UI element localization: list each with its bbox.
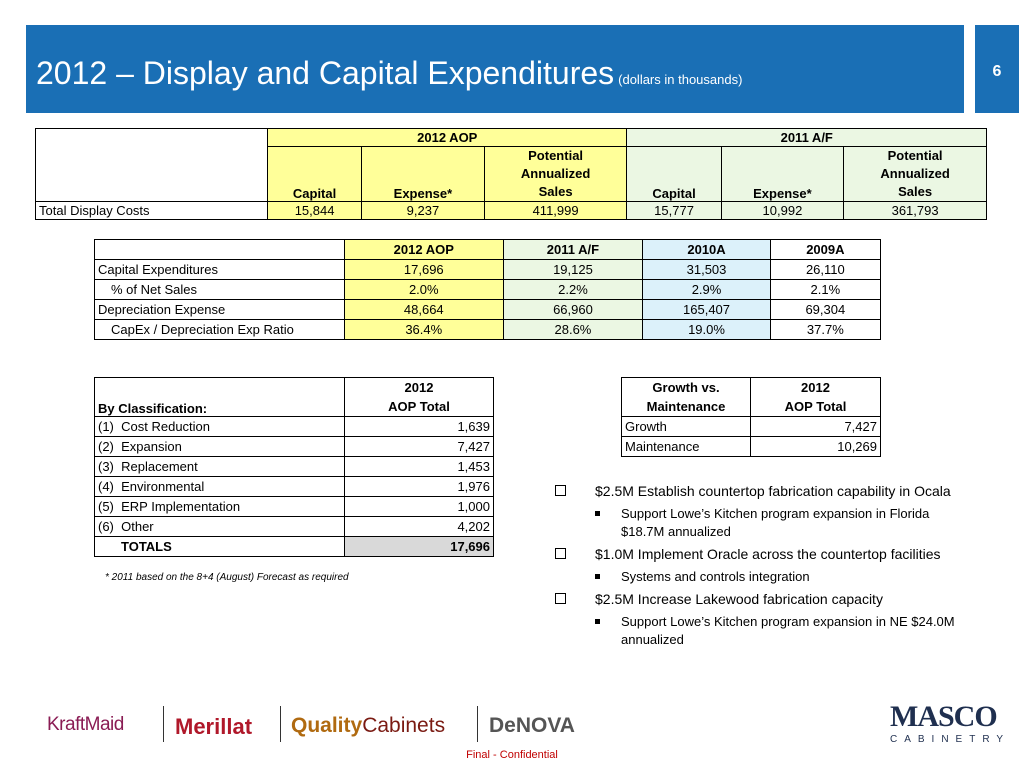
totals-value: 17,696: [345, 537, 494, 557]
cabinetry-wordmark: CABINETRY: [890, 734, 1011, 745]
group-2011-af: 2011 A/F: [627, 129, 987, 147]
table-row: [95, 477, 494, 497]
col-expense-2012: Expense*: [362, 147, 485, 202]
row-label: % of Net Sales: [95, 280, 345, 300]
cell-value: 2.0%: [345, 280, 504, 300]
col-2012-aop-total: 2012 AOP Total: [345, 378, 494, 417]
totals-row: [95, 537, 494, 557]
square-bullet-icon: [595, 574, 600, 579]
cell-value: 7,427: [345, 437, 494, 457]
page-title: 2012 – Display and Capital Expenditures (dollars in thousands): [36, 55, 743, 91]
page-number: 6: [992, 63, 1002, 80]
table-row: [95, 260, 881, 280]
table-row: [95, 417, 494, 437]
cell-value: 66,960: [503, 300, 643, 320]
checkbox-bullet-icon: [555, 548, 566, 559]
row-label: Growth: [622, 417, 751, 437]
capex-table: [94, 239, 881, 340]
classification-header: By Classification:: [95, 378, 345, 417]
col-capital-2012: Capital: [268, 147, 362, 202]
cell-value: 36.4%: [345, 320, 504, 340]
cell-value: 26,110: [770, 260, 880, 280]
row-label: Depreciation Expense: [95, 300, 345, 320]
cell-value: 19,125: [503, 260, 643, 280]
table-row: [95, 437, 494, 457]
cell-value: 37.7%: [770, 320, 880, 340]
empty-header-cell: [36, 129, 268, 202]
brand-logos: [45, 700, 605, 750]
cell-value: 4,202: [345, 517, 494, 537]
cell-value: 9,237: [362, 202, 485, 220]
cell-value: 361,793: [844, 202, 987, 220]
square-bullet-icon: [595, 511, 600, 516]
row-label: (1) Cost Reduction: [95, 417, 345, 437]
table-row: [95, 497, 494, 517]
table-row: [95, 300, 881, 320]
col-potential-sales-2012: Potential Annualized Sales: [484, 147, 627, 202]
table-row: [95, 320, 881, 340]
kraftmaid-logo: KraftMaid: [47, 714, 124, 735]
totals-label: TOTALS: [95, 537, 345, 557]
col-2010a: 2010A: [643, 240, 770, 260]
cell-value: 15,844: [268, 202, 362, 220]
cell-value: 15,777: [627, 202, 721, 220]
logo-divider: [280, 706, 281, 742]
table-row: [36, 202, 987, 220]
row-label: (2) Expansion: [95, 437, 345, 457]
logo-divider: [163, 706, 164, 742]
col-potential-sales-2011: Potential Annualized Sales: [844, 147, 987, 202]
bullet-item: $1.0M Implement Oracle across the countertop facilities: [555, 545, 975, 564]
footnote: * 2011 based on the 8+4 (August) Forecast as required: [105, 572, 349, 583]
row-label: Total Display Costs: [36, 202, 268, 220]
cell-value: 1,976: [345, 477, 494, 497]
table-row: [95, 457, 494, 477]
sub-bullet-item: Support Lowe’s Kitchen program expansion in Florida $18.7M annualized: [555, 505, 975, 541]
col-2012-aop: 2012 AOP: [345, 240, 504, 260]
confidential-label: Final - Confidential: [466, 749, 558, 761]
cell-value: 2.2%: [503, 280, 643, 300]
col-2011-af: 2011 A/F: [503, 240, 643, 260]
title-units: (dollars in thousands): [618, 72, 743, 87]
cell-value: 1,639: [345, 417, 494, 437]
col-growth-vs-maintenance: Growth vs. Maintenance: [622, 378, 751, 417]
cell-value: 165,407: [643, 300, 770, 320]
bullet-list: [555, 482, 975, 653]
growth-maintenance-table: [621, 377, 881, 457]
cell-value: 7,427: [751, 417, 881, 437]
page-number-box: [975, 25, 1019, 113]
bullet-item: $2.5M Establish countertop fabrication capability in Ocala: [555, 482, 975, 501]
row-label: (4) Environmental: [95, 477, 345, 497]
checkbox-bullet-icon: [555, 593, 566, 604]
cell-value: 19.0%: [643, 320, 770, 340]
row-label: Capital Expenditures: [95, 260, 345, 280]
cell-value: 10,269: [751, 437, 881, 457]
display-costs-table: [35, 128, 987, 220]
sub-bullet-item: Support Lowe’s Kitchen program expansion in NE $24.0M annualized: [555, 613, 975, 649]
row-label: (6) Other: [95, 517, 345, 537]
empty-header-cell: [95, 240, 345, 260]
col-expense-2011: Expense*: [721, 147, 844, 202]
cell-value: 1,000: [345, 497, 494, 517]
col-capital-2011: Capital: [627, 147, 721, 202]
square-bullet-icon: [595, 619, 600, 624]
checkbox-bullet-icon: [555, 485, 566, 496]
table-row: [95, 517, 494, 537]
cell-value: 10,992: [721, 202, 844, 220]
cell-value: 28.6%: [503, 320, 643, 340]
cell-value: 2.1%: [770, 280, 880, 300]
sub-bullet-item: Systems and controls integration: [555, 568, 975, 586]
masco-wordmark: MASCO: [890, 700, 997, 733]
table-row: [622, 437, 881, 457]
denova-logo: DeNOVA: [489, 714, 575, 737]
row-label: Maintenance: [622, 437, 751, 457]
row-label: CapEx / Depreciation Exp Ratio: [95, 320, 345, 340]
cell-value: 69,304: [770, 300, 880, 320]
bullet-item: $2.5M Increase Lakewood fabrication capacity: [555, 590, 975, 609]
quality-cabinets-logo: QualityCabinets: [291, 714, 446, 737]
cell-value: 1,453: [345, 457, 494, 477]
classification-table: [94, 377, 494, 557]
cell-value: 2.9%: [643, 280, 770, 300]
logo-divider: [477, 706, 478, 742]
table-row: [622, 417, 881, 437]
col-2009a: 2009A: [770, 240, 880, 260]
cell-value: 17,696: [345, 260, 504, 280]
row-label: (3) Replacement: [95, 457, 345, 477]
group-2012-aop: 2012 AOP: [268, 129, 627, 147]
col-2012-aop-total: 2012 AOP Total: [751, 378, 881, 417]
cell-value: 411,999: [484, 202, 627, 220]
masco-cabinetry-logo: [890, 700, 1011, 745]
cell-value: 31,503: [643, 260, 770, 280]
cell-value: 48,664: [345, 300, 504, 320]
merillat-logo: Merillat: [175, 714, 253, 739]
table-row: [95, 280, 881, 300]
title-bar: [26, 25, 964, 113]
row-label: (5) ERP Implementation: [95, 497, 345, 517]
